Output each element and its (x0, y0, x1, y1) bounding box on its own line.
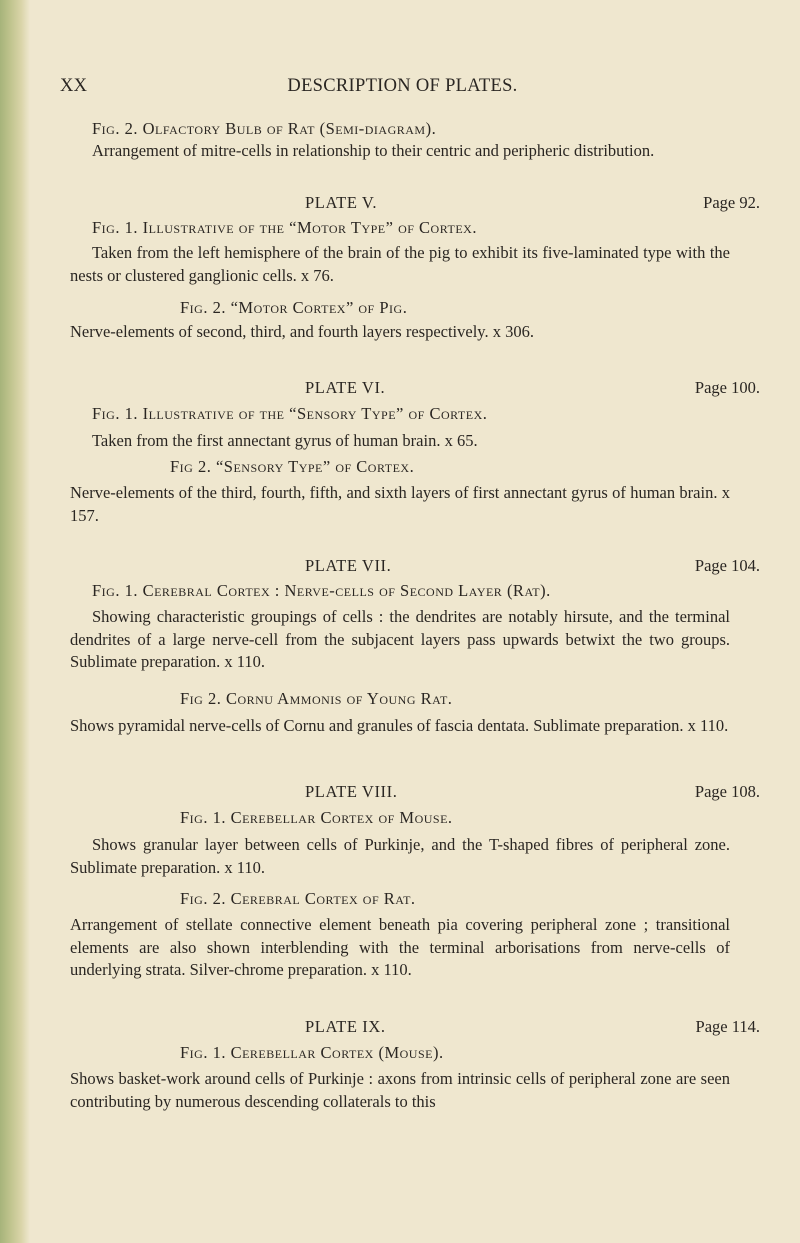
fig-title: Fig. 2. “Motor Cortex” of Pig. (180, 298, 408, 317)
fig-description: Arrangement of mitre-cells in relationship to their centric and peripheric distribution. (92, 141, 655, 160)
fig-description: Shows pyramidal nerve-cells of Cornu and granules of fascia dentata. Sublimate preparation. x 110. (70, 716, 729, 735)
page-number: XX (60, 76, 88, 96)
page-body (60, 0, 760, 1243)
fig-title: Fig 2. “Sensory Type” of Cortex. (170, 457, 415, 476)
fig-description: Shows granular layer between cells of Purkinje, and the T-shaped fibres of peripheral zone. Sublimate preparation. x 110. (70, 835, 730, 877)
fig-title: Fig. 1. Illustrative of the “Motor Type” of Cortex. (92, 218, 477, 237)
plate-title: PLATE IX. (305, 1017, 386, 1036)
fig-description: Taken from the first annectant gyrus of human brain. x 65. (92, 431, 478, 450)
plate-heading (60, 378, 760, 400)
fig-title: Fig. 2. Cerebral Cortex of Rat. (180, 889, 416, 908)
fig-title: Fig. 1. Cerebellar Cortex of Mouse. (180, 808, 453, 827)
plate-heading (60, 782, 760, 804)
plate-title: PLATE V. (305, 193, 378, 212)
fig-title: Fig. 1. Illustrative of the “Sensory Type” of Cortex. (92, 404, 488, 423)
plate-title: PLATE VI. (305, 378, 386, 397)
fig-description: Nerve-elements of second, third, and fourth layers respectively. x 306. (70, 322, 534, 341)
plate-page: Page 114. (695, 1017, 760, 1036)
fig-description: Arrangement of stellate connective element beneath pia covering peripheral zone ; transitional elements are also shown interblending with the terminal arborisations from nerve-cells of underlying strata. Silver-chrome preparation. x 110. (70, 915, 730, 979)
plate-page: Page 100. (694, 378, 760, 397)
fig-title: Fig 2. Cornu Ammonis of Young Rat. (180, 689, 453, 708)
fig-description: Showing characteristic groupings of cells : the dendrites are notably hirsute, and the terminal dendrites of a large nerve-cell from the subjacent layers pass upwards betwixt the two groups. Sublimate preparation. x 110. (70, 607, 730, 671)
fig-title: Fig. 2. Olfactory Bulb of Rat (Semi-diagram). (92, 119, 437, 138)
book-binding-edge (0, 0, 30, 1243)
plate-heading (60, 1017, 760, 1039)
plate-heading (60, 556, 760, 578)
plate-page: Page 104. (694, 556, 760, 575)
plate-page: Page 108. (694, 782, 760, 801)
plate-page: Page 92. (703, 193, 760, 212)
plate-heading (60, 193, 760, 215)
plate-title: PLATE VIII. (305, 782, 398, 801)
fig-title: Fig. 1. Cerebellar Cortex (Mouse). (180, 1043, 444, 1062)
fig-description: Taken from the left hemisphere of the brain of the pig to exhibit its five-laminated type with the nests or clustered ganglionic cells. x 76. (70, 243, 730, 285)
plate-title: PLATE VII. (305, 556, 392, 575)
running-title: DESCRIPTION OF PLATES. (287, 76, 518, 96)
fig-title: Fig. 1. Cerebral Cortex : Nerve-cells of Second Layer (Rat). (92, 581, 551, 600)
fig-description: Shows basket-work around cells of Purkinje : axons from intrinsic cells of peripheral zone are seen contributing by numerous descending collaterals to this (70, 1069, 730, 1111)
fig-description: Nerve-elements of the third, fourth, fifth, and sixth layers of first annectant gyrus of human brain. x 157. (70, 483, 730, 525)
